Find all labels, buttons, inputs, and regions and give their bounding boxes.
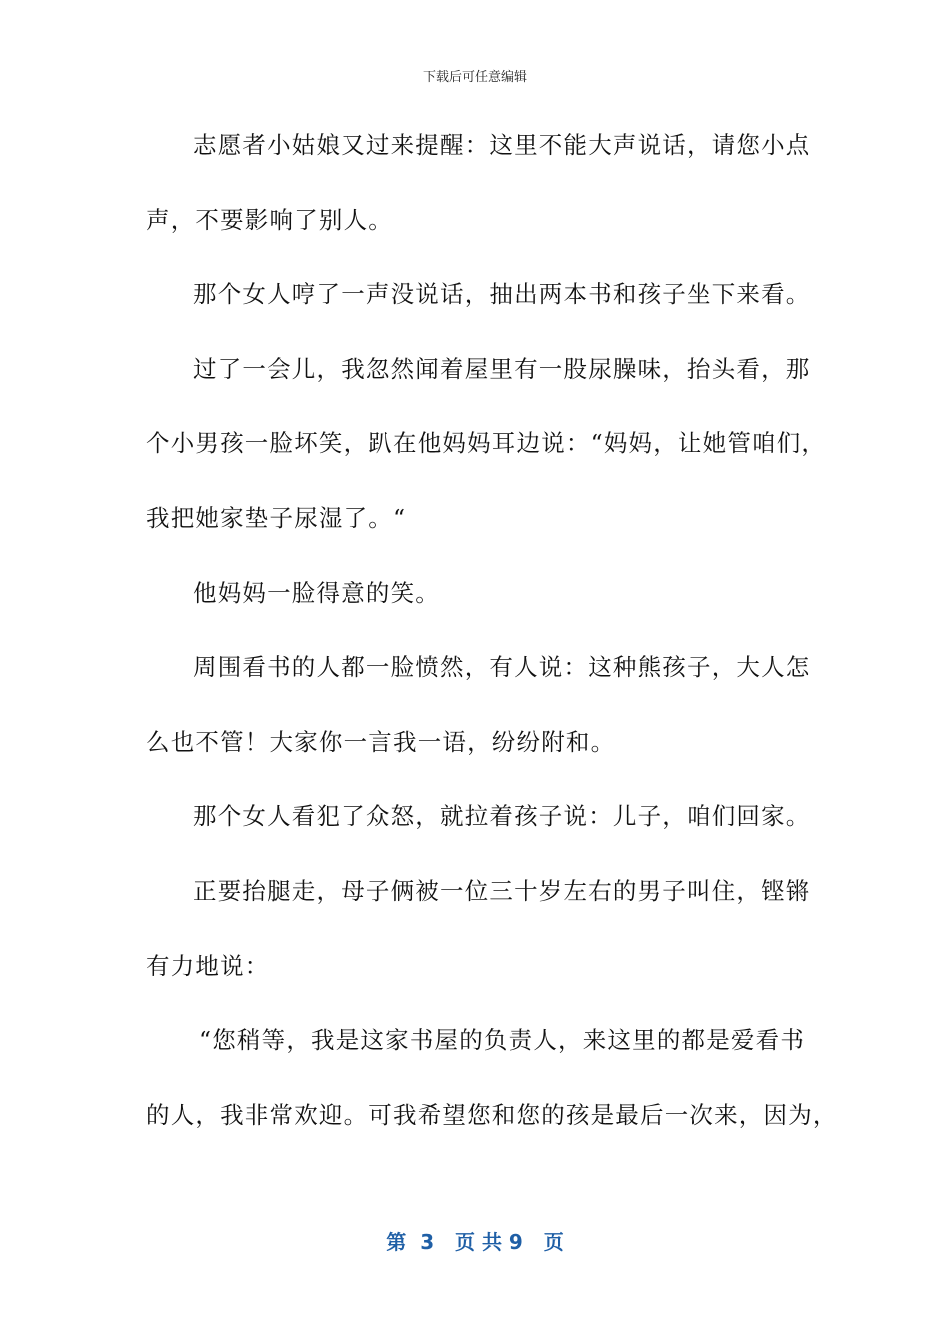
text-line: 那个女人看犯了众怒，就拉着孩子说：儿子，咱们回家。 — [193, 802, 811, 831]
document-body — [146, 121, 838, 1165]
text-line: 那个女人哼了一声没说话，抽出两本书和孩子坐下来看。 — [193, 280, 811, 309]
text-line: 的人，我非常欢迎。可我希望您和您的孩是最后一次来，因为， — [146, 1100, 838, 1129]
text-line: “您稍等，我是这家书屋的负责人，来这里的都是爱看书 — [199, 1026, 806, 1055]
text-line: 志愿者小姑娘又过来提醒：这里不能大声说话，请您小点 — [193, 131, 811, 159]
page-number: 第 3 页 共 9 页 — [386, 1230, 564, 1254]
text-line: 么也不管！大家你一言我一语，纷纷附和。 — [146, 727, 616, 756]
text-line: 个小男孩一脸坏笑，趴在他妈妈耳边说：“妈妈，让她管咱们， — [146, 429, 827, 458]
text-line: 我把她家垫子尿湿了。“ — [146, 503, 407, 532]
text-line: 有力地说： — [146, 951, 270, 980]
page-header: 下载后可任意编辑 — [422, 70, 527, 85]
text-line: 声，不要影响了别人。 — [146, 205, 393, 234]
text-line: 他妈妈一脸得意的笑。 — [193, 578, 440, 607]
text-line: 周围看书的人都一脸愤然，有人说：这种熊孩子，大人怎 — [193, 653, 811, 682]
text-line: 过了一会儿，我忽然闻着屋里有一股尿臊味，抬头看，那 — [193, 354, 811, 383]
text-line: 正要抬腿走，母子俩被一位三十岁左右的男子叫住，铿锵 — [193, 876, 811, 905]
